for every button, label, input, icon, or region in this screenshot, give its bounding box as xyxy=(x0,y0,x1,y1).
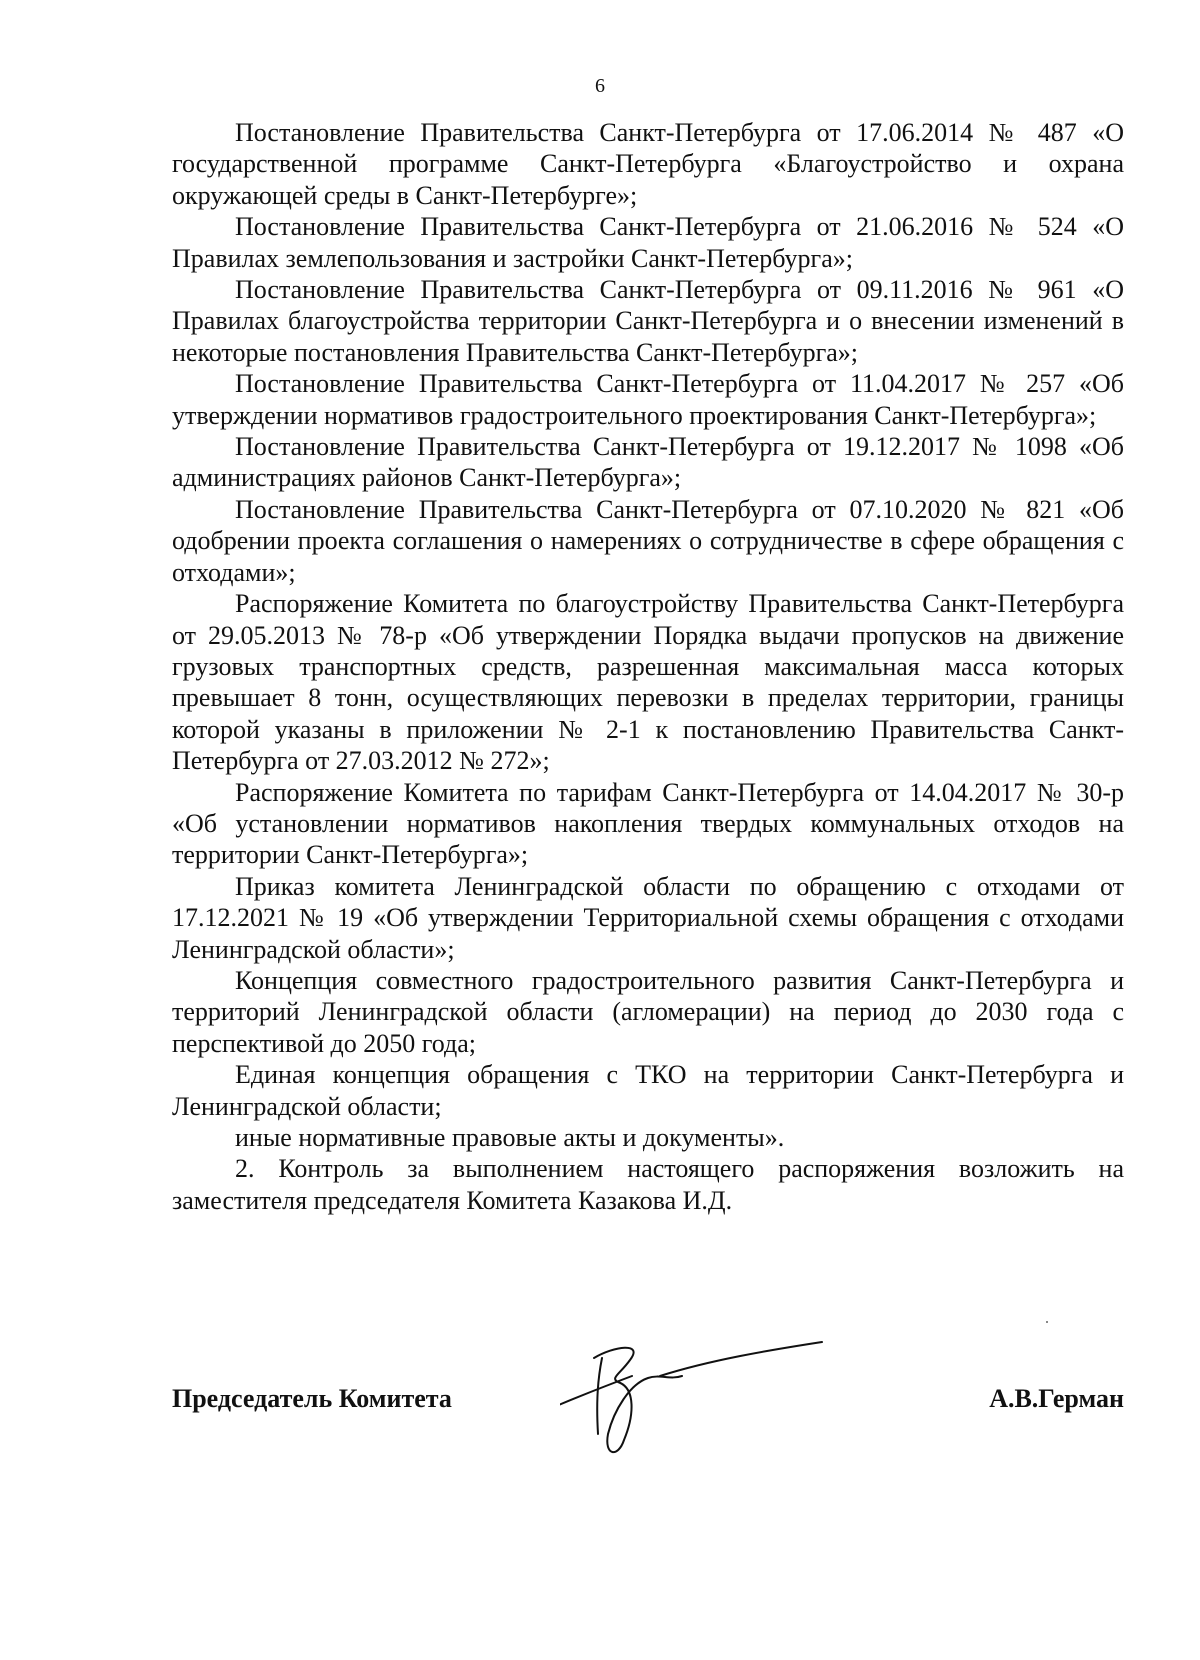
paragraph: Концепция совместного градостроительного развития Санкт-Петербурга и территорий Ленинградской области (агломерации) на период до 2030 года с перспективой до 2050 года; xyxy=(172,965,1124,1058)
paragraph: иные нормативные правовые акты и документы». xyxy=(235,1123,785,1152)
paragraph: Постановление Правительства Санкт-Петербурга от 21.06.2016 № 524 «О Правилах землепользования и застройки Санкт-Петербурга»; xyxy=(172,212,1124,273)
paragraph: Единая концепция обращения с ТКО на территории Санкт-Петербурга и Ленинградской области; xyxy=(172,1060,1124,1121)
paragraph: Распоряжение Комитета по благоустройству Правительства Санкт-Петербурга от 29.05.2013 № 78-р «Об утверждении Порядка выдачи пропусков на движение грузовых транспортных средств, разрешенная максимальная масса которых превышает 8 тонн, осуществляющих перевозки в пределах территории, границы которой указаны в приложении № 2-1 к постановлению Правительства Санкт-Петербурга от 27.03.2012 № 272»; xyxy=(172,589,1124,776)
paragraph: Приказ комитета Ленинградской области по обращению с отходами от 17.12.2021 № 19 «Об утверждении Территориальной схемы обращения с отходами Ленинградской области»; xyxy=(172,871,1124,964)
paragraph: Постановление Правительства Санкт-Петербурга от 11.04.2017 № 257 «Об утверждении нормативов градостроительного проектирования Санкт-Петербурга»; xyxy=(172,369,1124,430)
paragraph: Постановление Правительства Санкт-Петербурга от 09.11.2016 № 961 «О Правилах благоустройства территории Санкт-Петербурга и о внесении изменений в некоторые постановления Правительства Санкт-Петербурга»; xyxy=(172,275,1124,367)
control-clause-paragraph: 2. Контроль за выполнением настоящего распоряжения возложить на заместителя председателя Комитета Казакова И.Д. xyxy=(172,1154,1124,1215)
paragraph: Постановление Правительства Санкт-Петербурга от 19.12.2017 № 1098 «Об администрациях районов Санкт-Петербурга»; xyxy=(172,432,1124,493)
paragraph: Распоряжение Комитета по тарифам Санкт-Петербурга от 14.04.2017 № 30-р «Об установлении нормативов накопления твердых коммунальных отходов на территории Санкт-Петербурга»; xyxy=(172,777,1124,870)
scan-speck xyxy=(1046,1321,1048,1323)
handwritten-signature xyxy=(560,1330,860,1460)
page-number: 6 xyxy=(595,75,605,97)
signatory-title: Председатель Комитета xyxy=(172,1384,452,1413)
paragraph: Постановление Правительства Санкт-Петербурга от 17.06.2014 № 487 «О государственной программе Санкт-Петербурга «Благоустройство и охрана окружающей среды в Санкт-Петербурге»; xyxy=(172,118,1124,210)
paragraph: Постановление Правительства Санкт-Петербурга от 07.10.2020 № 821 «Об одобрении проекта соглашения о намерениях о сотрудничестве в сфере обращения с отходами»; xyxy=(172,494,1124,587)
signatory-name: А.В.Герман xyxy=(989,1384,1124,1413)
document-body xyxy=(172,117,1124,1216)
